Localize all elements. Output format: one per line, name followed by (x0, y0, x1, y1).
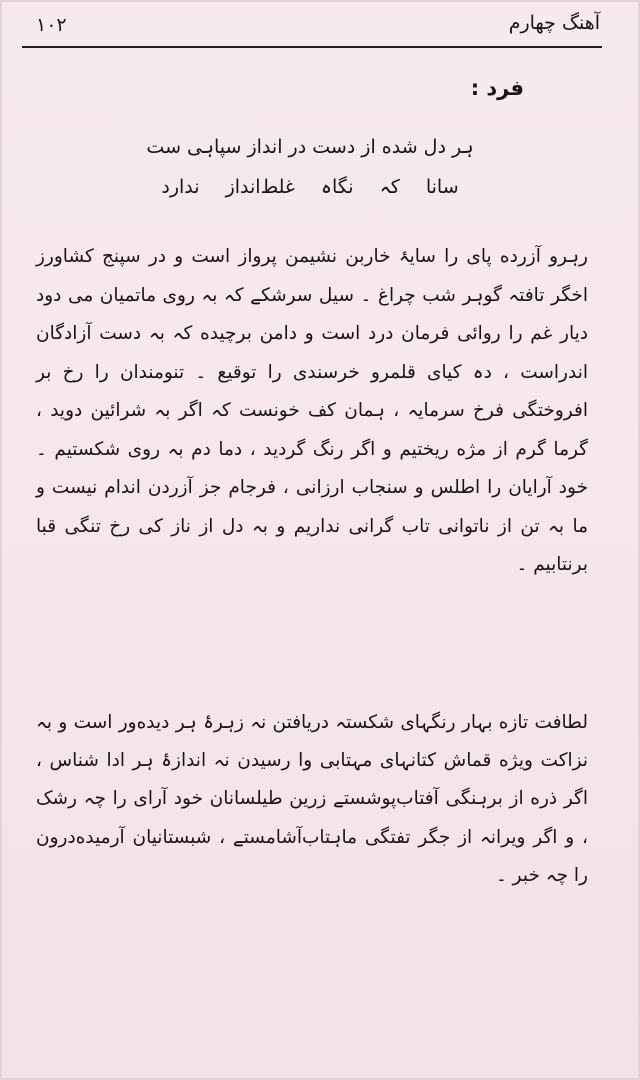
book-title: آهنگ چهارم (508, 12, 600, 34)
verse-line-2: سانا کہ نگاہ غلط‌انداز ندارد (161, 176, 459, 198)
running-header (22, 8, 600, 48)
page-number: ۱۰۲ (36, 14, 67, 36)
prose-paragraph-1: رہرو آزرده پای را سایۂ خاربن نشیمن پرواز است و در سپنج کشاورز اخگر تافتہ گوہر شب چراغ ۔ سیل سرشکے کہ بہ روی ماتمیان می دود دیار غم را روائی فرمان درد است و دامن برچیده کہ بہ دست آزادگان اندراست ، دہ کیای قلمرو خرسندی را توقیع ۔ تنومندان را رخ بر افروختگی فرخ سرمایہ ، ہمان کف خونست کہ اگر بہ شرائین دوید ، گرما گرم از مژه ریختیم و اگر رنگ گردید ، دما دم بہ روی شکستیم ۔ خود آرایان را اطلس و سنجاب ارزانی ، فرجام جز آزردن اندام نیست و ما بہ تن از ناتوانی تاب گرانی نداریم و بہ دل از ناز کی رخ تنگی قبا برنتابیم ۔ (36, 246, 588, 575)
section-heading: فرد : (470, 76, 524, 100)
header-rule (22, 46, 602, 48)
prose-paragraph-2: لطافت تازه بہار رنگہای شکستہ دریافتن نہ زہرۂ ہر دیده‌ور است و بہ نزاکت ویژه قماش کتانہای مہتابی وا رسیدن نہ اندازۂ ہر ادا شناس ، اگر ذره از برہنگی آفتاب‌پوشستے زرین طیلسانان خود آرای را چہ رشک ، و اگر ویرانہ از جگر تفتگی ماہتاب‌آشامستے ، شبستانیان آرمیده‌درون را چہ خبر ۔ (36, 712, 588, 886)
verse-line-1: ہر دل شده از دست در انداز سپاہی ست (146, 136, 474, 158)
